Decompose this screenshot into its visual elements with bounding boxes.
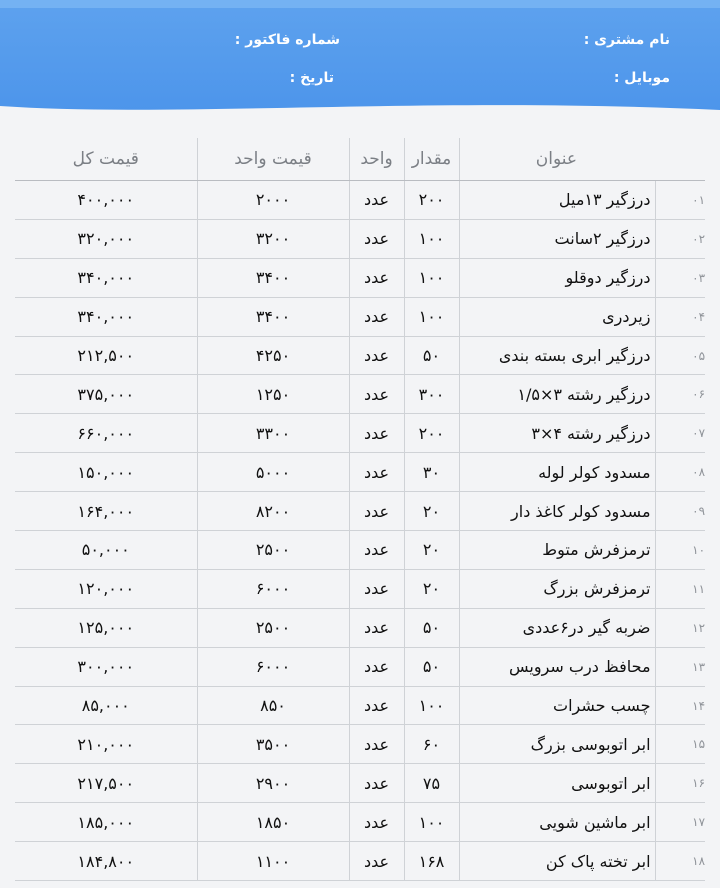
item-unit: عدد — [349, 219, 404, 258]
row-index: ۰۳ — [655, 258, 705, 297]
item-unit: عدد — [349, 569, 404, 608]
item-title: درزگیر ۲سانت — [459, 219, 655, 258]
table-row — [15, 181, 705, 220]
table-header-row — [15, 138, 705, 181]
item-unit: عدد — [349, 453, 404, 492]
item-title: ابر اتوبوسی — [459, 764, 655, 803]
item-quantity: ۳۰ — [404, 453, 459, 492]
item-unit: عدد — [349, 608, 404, 647]
item-unit: عدد — [349, 686, 404, 725]
item-unit: عدد — [349, 803, 404, 842]
item-total-price: ۱۲۵,۰۰۰ — [15, 608, 197, 647]
column-header-quantity: مقدار — [404, 138, 459, 181]
item-total-price: ۳۴۰,۰۰۰ — [15, 258, 197, 297]
item-title: زیردری — [459, 297, 655, 336]
item-unit-price: ۳۴۰۰ — [197, 297, 349, 336]
table-row — [15, 569, 705, 608]
item-unit: عدد — [349, 258, 404, 297]
item-title: محافظ درب سرویس — [459, 647, 655, 686]
invoice-number-label: شماره فاکتور : — [234, 32, 340, 48]
invoice-table — [15, 138, 705, 881]
table-row — [15, 803, 705, 842]
item-unit-price: ۲۵۰۰ — [197, 608, 349, 647]
table-row — [15, 647, 705, 686]
row-index: ۱۳ — [655, 647, 705, 686]
item-quantity: ۱۰۰ — [404, 803, 459, 842]
item-title: ضربه گیر در۶عددی — [459, 608, 655, 647]
item-unit-price: ۱۲۵۰ — [197, 375, 349, 414]
item-unit-price: ۳۴۰۰ — [197, 258, 349, 297]
item-unit-price: ۸۵۰ — [197, 686, 349, 725]
item-quantity: ۵۰ — [404, 647, 459, 686]
row-index: ۱۷ — [655, 803, 705, 842]
table-row — [15, 842, 705, 881]
item-unit: عدد — [349, 764, 404, 803]
item-quantity: ۵۰ — [404, 336, 459, 375]
item-quantity: ۶۰ — [404, 725, 459, 764]
item-total-price: ۳۴۰,۰۰۰ — [15, 297, 197, 336]
item-total-price: ۱۸۵,۰۰۰ — [15, 803, 197, 842]
table-row — [15, 686, 705, 725]
table-row — [15, 297, 705, 336]
column-header-unit-price: قیمت واحد — [197, 138, 349, 181]
item-title: درزگیر رشته ۴×۳ — [459, 414, 655, 453]
item-title: مسدود کولر کاغذ دار — [459, 492, 655, 531]
item-unit: عدد — [349, 181, 404, 220]
item-title: درزگیر ۱۳میل — [459, 181, 655, 220]
item-unit-price: ۵۰۰۰ — [197, 453, 349, 492]
row-index: ۰۶ — [655, 375, 705, 414]
item-unit-price: ۸۲۰۰ — [197, 492, 349, 531]
item-unit-price: ۴۲۵۰ — [197, 336, 349, 375]
item-title: درزگیر ابری بسته بندی — [459, 336, 655, 375]
table-row — [15, 453, 705, 492]
date-label: تاریخ : — [289, 70, 334, 86]
item-unit-price: ۲۵۰۰ — [197, 531, 349, 570]
item-unit: عدد — [349, 725, 404, 764]
item-unit: عدد — [349, 647, 404, 686]
item-total-price: ۶۶۰,۰۰۰ — [15, 414, 197, 453]
column-header-total-price: قیمت کل — [15, 138, 197, 181]
item-unit-price: ۳۲۰۰ — [197, 219, 349, 258]
item-total-price: ۳۰۰,۰۰۰ — [15, 647, 197, 686]
table-row — [15, 336, 705, 375]
item-quantity: ۱۰۰ — [404, 219, 459, 258]
item-quantity: ۱۰۰ — [404, 258, 459, 297]
row-index: ۰۹ — [655, 492, 705, 531]
item-unit-price: ۳۵۰۰ — [197, 725, 349, 764]
table-row — [15, 258, 705, 297]
item-total-price: ۱۲۰,۰۰۰ — [15, 569, 197, 608]
item-quantity: ۲۰۰ — [404, 414, 459, 453]
invoice-table-container — [15, 138, 705, 881]
item-total-price: ۲۱۰,۰۰۰ — [15, 725, 197, 764]
item-title: مسدود کولر لوله — [459, 453, 655, 492]
item-unit: عدد — [349, 414, 404, 453]
row-index: ۱۸ — [655, 842, 705, 881]
table-row — [15, 219, 705, 258]
row-index: ۱۶ — [655, 764, 705, 803]
item-total-price: ۴۰۰,۰۰۰ — [15, 181, 197, 220]
item-unit-price: ۳۳۰۰ — [197, 414, 349, 453]
item-title: درزگیر رشته ۳×۱/۵ — [459, 375, 655, 414]
item-total-price: ۲۱۲,۵۰۰ — [15, 336, 197, 375]
item-title: ابر تخته پاک کن — [459, 842, 655, 881]
table-row — [15, 531, 705, 570]
item-quantity: ۲۰ — [404, 569, 459, 608]
row-index: ۰۸ — [655, 453, 705, 492]
item-quantity: ۱۶۸ — [404, 842, 459, 881]
row-index: ۰۷ — [655, 414, 705, 453]
row-index: ۱۰ — [655, 531, 705, 570]
item-total-price: ۳۲۰,۰۰۰ — [15, 219, 197, 258]
item-quantity: ۷۵ — [404, 764, 459, 803]
item-unit: عدد — [349, 375, 404, 414]
item-title: ابر اتوبوسی بزرگ — [459, 725, 655, 764]
item-unit: عدد — [349, 842, 404, 881]
item-title: چسب حشرات — [459, 686, 655, 725]
table-row — [15, 725, 705, 764]
row-index: ۰۵ — [655, 336, 705, 375]
item-total-price: ۲۱۷,۵۰۰ — [15, 764, 197, 803]
item-unit-price: ۱۱۰۰ — [197, 842, 349, 881]
item-unit: عدد — [349, 336, 404, 375]
header-wave — [0, 92, 720, 128]
row-index: ۱۵ — [655, 725, 705, 764]
item-unit-price: ۶۰۰۰ — [197, 647, 349, 686]
mobile-label: موبایل : — [613, 70, 670, 86]
item-title: ابر ماشین شویی — [459, 803, 655, 842]
item-quantity: ۱۰۰ — [404, 297, 459, 336]
item-title: ترمزفرش متوط — [459, 531, 655, 570]
item-total-price: ۱۶۴,۰۰۰ — [15, 492, 197, 531]
table-row — [15, 414, 705, 453]
row-index: ۱۱ — [655, 569, 705, 608]
item-unit: عدد — [349, 492, 404, 531]
item-total-price: ۱۵۰,۰۰۰ — [15, 453, 197, 492]
item-total-price: ۸۵,۰۰۰ — [15, 686, 197, 725]
row-index: ۰۲ — [655, 219, 705, 258]
invoice-header — [0, 0, 720, 128]
column-header-title: عنوان — [459, 138, 705, 181]
table-row — [15, 764, 705, 803]
item-quantity: ۳۰۰ — [404, 375, 459, 414]
item-total-price: ۱۸۴,۸۰۰ — [15, 842, 197, 881]
item-quantity: ۵۰ — [404, 608, 459, 647]
item-quantity: ۲۰۰ — [404, 181, 459, 220]
item-total-price: ۵۰,۰۰۰ — [15, 531, 197, 570]
item-quantity: ۱۰۰ — [404, 686, 459, 725]
item-unit-price: ۱۸۵۰ — [197, 803, 349, 842]
item-title: درزگیر دوقلو — [459, 258, 655, 297]
item-unit: عدد — [349, 297, 404, 336]
table-row — [15, 492, 705, 531]
header-top-strip — [0, 0, 720, 8]
column-header-unit: واحد — [349, 138, 404, 181]
table-row — [15, 375, 705, 414]
item-total-price: ۳۷۵,۰۰۰ — [15, 375, 197, 414]
item-quantity: ۲۰ — [404, 531, 459, 570]
item-unit: عدد — [349, 531, 404, 570]
item-unit-price: ۲۰۰۰ — [197, 181, 349, 220]
row-index: ۱۴ — [655, 686, 705, 725]
customer-name-label: نام مشتری : — [583, 32, 670, 48]
item-title: ترمزفرش بزرگ — [459, 569, 655, 608]
row-index: ۱۲ — [655, 608, 705, 647]
row-index: ۰۴ — [655, 297, 705, 336]
item-unit-price: ۲۹۰۰ — [197, 764, 349, 803]
item-quantity: ۲۰ — [404, 492, 459, 531]
item-unit-price: ۶۰۰۰ — [197, 569, 349, 608]
row-index: ۰۱ — [655, 181, 705, 220]
table-row — [15, 608, 705, 647]
